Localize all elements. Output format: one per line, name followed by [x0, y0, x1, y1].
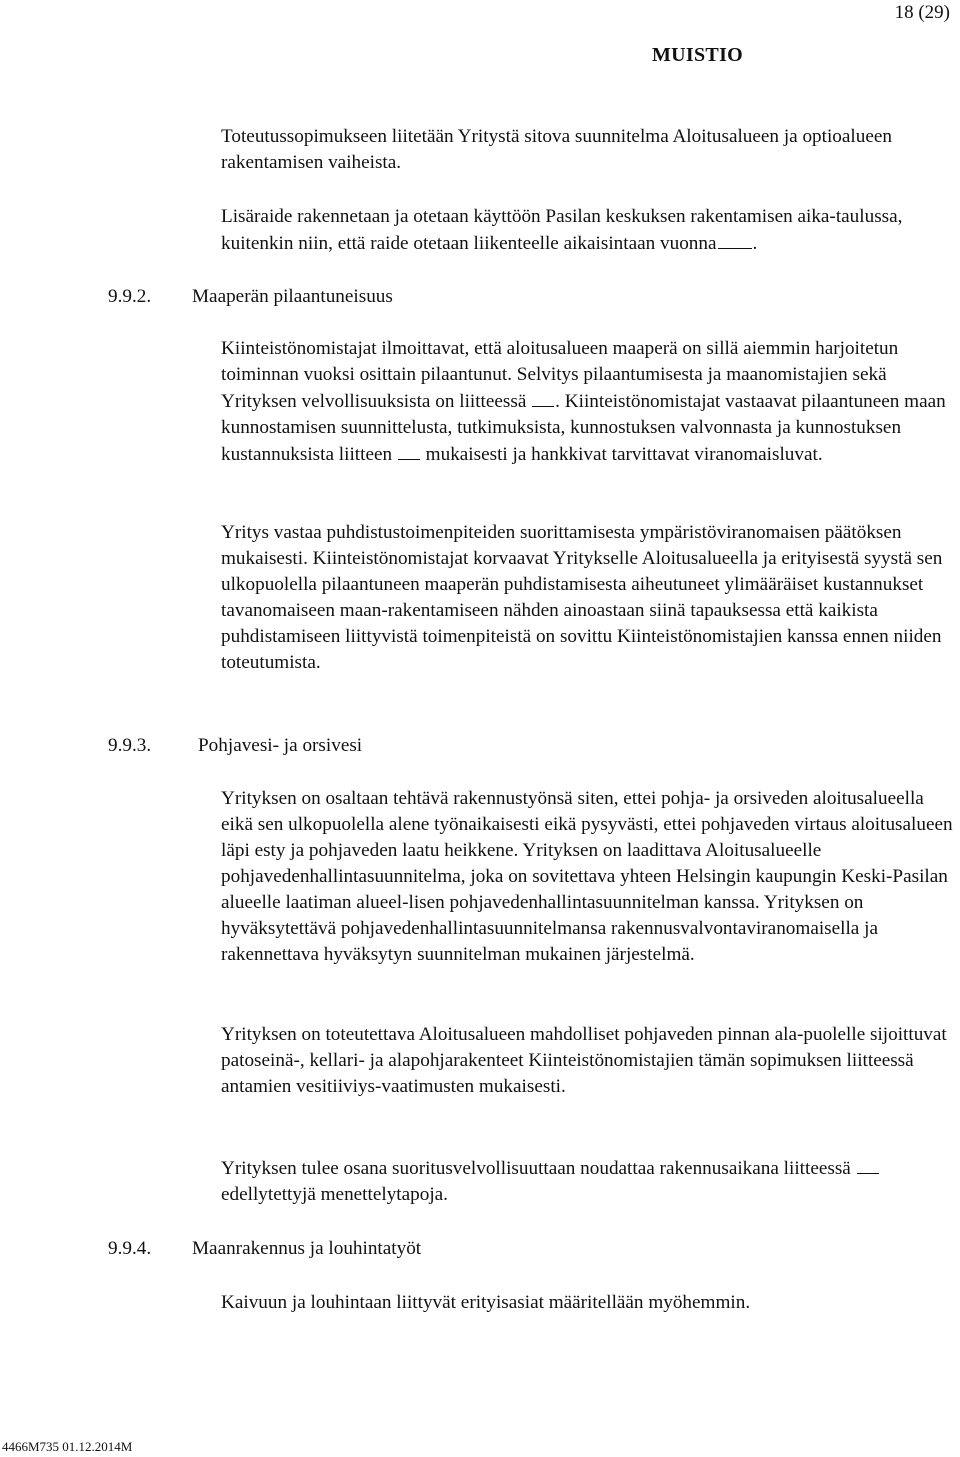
document-code: 4466M735 01.12.2014M: [2, 1439, 133, 1454]
section-993-p3b: edellytettyjä menettelytapoja.: [221, 1184, 448, 1205]
section-994-paragraph-1: [221, 1290, 956, 1316]
section-993-p3a: Yrityksen tulee osana suoritusvelvollisuuttaan noudattaa rakennusaikana liitteessä: [221, 1158, 851, 1179]
section-993-paragraph-1: [221, 786, 956, 968]
section-993-p1: Yrityksen on osaltaan tehtävä rakennustyönsä siten, ettei pohja- ja orsiveden aloitusalueella eikä sen ulkopuolella alene työnaikaisesti eikä pysyvästi, ettei pohjaveden virtaus aloitusalueen läpi esty ja pohjaveden laatu heikkene. Yrityksen on laadittava Aloitusalueelle pohjavedenhallintasuunnitelma, joka on sovitettava yhteen Helsingin kaupungin Keski-Pasilan alueelle laatiman alueel-lisen pohjavedenhallintasuunnitelman kanssa. Yrityksen on hyväksytettävä pohjavedenhallintasuunnitelmansa rakennusvalvontaviranomaisella ja rakennettava hyväksytyn suunnitelman mukainen järjestelmä.: [221, 788, 953, 965]
section-title: Maaperän pilaantuneisuus: [192, 286, 393, 307]
section-number: 9.9.3.: [108, 735, 152, 756]
section-heading-993: [108, 733, 362, 759]
section-title: Pohjavesi- ja orsivesi: [198, 735, 363, 756]
document-title: MUISTIO: [652, 44, 744, 66]
fill-in-blank: [398, 441, 420, 460]
section-994-p1: Kaivuun ja louhintaan liittyvät erityisasiat määritellään myöhemmin.: [221, 1292, 751, 1313]
intro-paragraph-1: [221, 124, 956, 176]
fill-in-blank: [532, 388, 554, 407]
section-993-paragraph-2: [221, 1022, 956, 1100]
intro-p2-end: .: [752, 233, 758, 254]
section-992-paragraph-2: [221, 520, 956, 676]
section-992-p1a: Kiinteistönomistajat ilmoittavat, että aloitusalueen maaperä on sillä aiemmin harjoitetun toiminnan vuoksi osittain pilaantunut. Selvitys pilaantumisesta ja maanomistajien sekä Yrityksen velvollisuuksista on liitteessä: [221, 338, 899, 412]
section-992-paragraph-1: [221, 336, 956, 468]
fill-in-blank: [857, 1155, 879, 1174]
section-992-p1b: . Kiinteistönomistajat vastaavat pilaantuneen maan kunnostamisen suunnittelusta, tutkimuksista, kunnostuksen valvonnasta ja kunnostuksen kustannuksista liitteen: [221, 391, 946, 465]
section-992-p2: Yritys vastaa puhdistustoimenpiteiden suorittamisesta ympäristöviranomaisen päätöksen mukaisesti. Kiinteistönomistajat korvaavat Yritykselle Aloitusalueella ja erityisestä syystä sen ulkopuolella pilaantuneen maaperän puhdistamisesta aiheutuneet ylimääräiset kustannukset tavanomaiseen maan-rakentamiseen nähden ainoastaan siinä tapauksessa että kaikista puhdistamiseen liittyvistä toimenpiteistä on sovittu Kiinteistönomistajien kanssa ennen niiden toteutumista.: [221, 522, 943, 673]
section-number: 9.9.4.: [108, 1238, 152, 1259]
section-992-p1c: mukaisesti ja hankkivat tarvittavat viranomaisluvat.: [425, 444, 823, 465]
section-number: 9.9.2.: [108, 286, 152, 307]
intro-p1-text: Toteutussopimukseen liitetään Yritystä sitova suunnitelma Aloitusalueen ja optioalueen rakentamisen vaiheista.: [221, 126, 892, 173]
section-993-paragraph-3: [221, 1155, 956, 1208]
page-number: 18 (29): [894, 2, 950, 23]
section-title: Maanrakennus ja louhintatyöt: [192, 1238, 422, 1259]
intro-p2-text: Lisäraide rakennetaan ja otetaan käyttöön Pasilan keskuksen rakentamisen aika-taulussa, kuitenkin niin, että raide otetaan liikenteelle aikaisintaan vuonna: [221, 206, 903, 254]
fill-in-blank: [718, 230, 752, 249]
section-993-p2: Yrityksen on toteutettava Aloitusalueen mahdolliset pohjaveden pinnan ala-puolelle sijoittuvat patoseinä-, kellari- ja alapohjarakenteet Kiinteistönomistajien tämän sopimuksen liitteessä antamien vesitiiviys-vaatimusten mukaisesti.: [221, 1024, 947, 1097]
section-heading-992: [108, 284, 393, 310]
section-heading-994: [108, 1236, 421, 1262]
intro-paragraph-2: [221, 204, 956, 257]
